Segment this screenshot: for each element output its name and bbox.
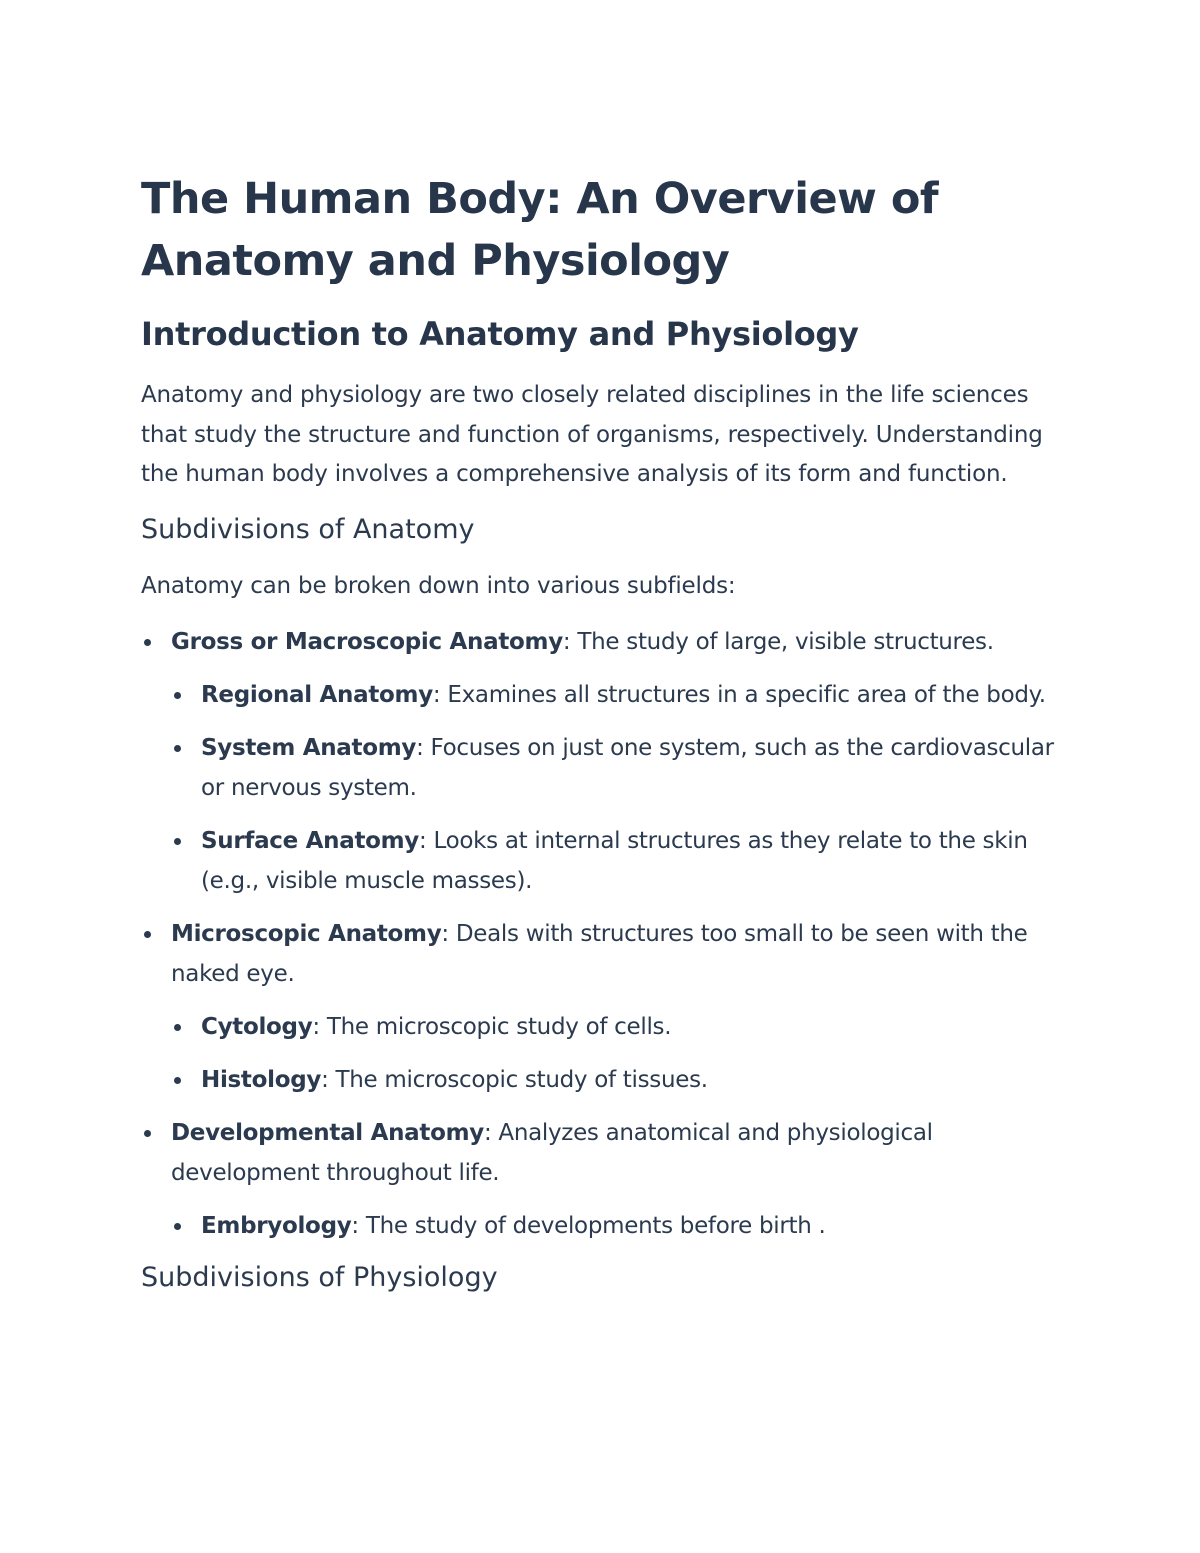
list-item-desc: : Focuses on just one system, such as the cardiovascular or nervous system. — [201, 735, 1054, 801]
list-item-term: Surface Anatomy — [201, 828, 419, 854]
bullet-icon — [174, 692, 181, 699]
anatomy-subdivisions-heading: Subdivisions of Anatomy — [141, 513, 475, 545]
bullet-icon — [144, 931, 151, 938]
list-item-embryology — [171, 1206, 1061, 1246]
bullet-icon — [174, 838, 181, 845]
anatomy-subfields-list — [141, 622, 1061, 1246]
list-item-microscopic-anatomy — [141, 914, 1061, 1100]
list-item-desc: : The study of developments before birth . — [351, 1213, 826, 1239]
list-item-gross-anatomy — [141, 622, 1061, 901]
list-item-desc: : Looks at internal structures as they relate to the skin (e.g., visible muscle masses). — [201, 828, 1028, 894]
list-item-term: Cytology — [201, 1014, 313, 1040]
bullet-icon — [174, 1024, 181, 1031]
list-item-surface-anatomy — [171, 821, 1061, 901]
list-item-term: Histology — [201, 1067, 322, 1093]
list-item-term: System Anatomy — [201, 735, 417, 761]
list-item-term: Microscopic Anatomy — [171, 921, 442, 947]
bullet-icon — [174, 1077, 181, 1084]
document-page — [141, 168, 1061, 1315]
list-item-histology — [171, 1060, 1061, 1100]
list-item-system-anatomy — [171, 728, 1061, 808]
list-item-desc: : Examines all structures in a specific area of the body. — [432, 682, 1046, 708]
developmental-anatomy-sublist — [171, 1206, 1061, 1246]
microscopic-anatomy-sublist — [171, 1007, 1061, 1100]
physiology-subdivisions-heading: Subdivisions of Physiology — [141, 1262, 498, 1293]
bullet-icon — [174, 1223, 181, 1230]
list-item-term: Embryology — [201, 1213, 352, 1239]
list-item-desc: : The study of large, visible structures. — [562, 629, 994, 655]
list-item-desc: : The microscopic study of cells. — [312, 1014, 672, 1040]
list-item-desc: : Analyzes anatomical and physiological development throughout life. — [171, 1120, 933, 1186]
list-item-cytology — [171, 1007, 1061, 1047]
gross-anatomy-sublist — [171, 675, 1061, 901]
intro-paragraph: Anatomy and physiology are two closely related disciplines in the life sciences that study the structure and function of organisms, respectively. Understanding the human body involves a comprehensive analysis of its form and function. — [141, 382, 1043, 487]
list-item-desc: : Deals with structures too small to be seen with the naked eye. — [171, 921, 1028, 987]
bullet-icon — [174, 745, 181, 752]
list-item-term: Regional Anatomy — [201, 682, 433, 708]
anatomy-lead: Anatomy can be broken down into various subfields: — [141, 572, 736, 599]
list-item-desc: : The microscopic study of tissues. — [321, 1067, 708, 1093]
list-item-term: Gross or Macroscopic Anatomy — [171, 629, 563, 655]
list-item-regional-anatomy — [171, 675, 1061, 715]
intro-heading: Introduction to Anatomy and Physiology — [141, 315, 859, 353]
page-title: The Human Body: An Overview of Anatomy and Physiology — [141, 174, 939, 286]
bullet-icon — [144, 639, 151, 646]
list-item-term: Developmental Anatomy — [171, 1120, 484, 1146]
bullet-icon — [144, 1130, 151, 1137]
list-item-developmental-anatomy — [141, 1113, 1061, 1246]
